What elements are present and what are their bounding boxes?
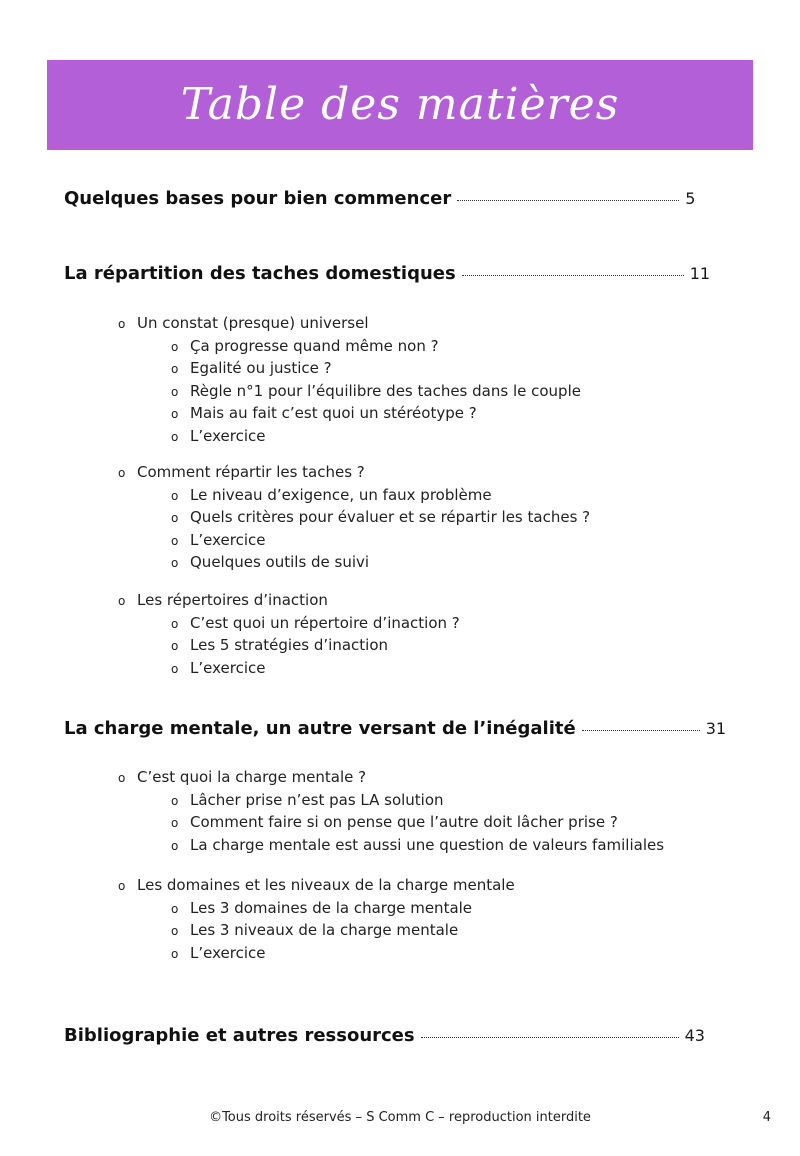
toc-item[interactable] — [118, 358, 581, 381]
toc-entry-charge-mentale[interactable] — [64, 718, 726, 739]
bullet-icon: o — [118, 594, 126, 608]
toc-item[interactable] — [118, 552, 590, 575]
toc-subsection-list — [118, 875, 515, 965]
bullet-icon: o — [171, 511, 179, 525]
toc-item-title: Ça progresse quand même non ? — [190, 336, 439, 355]
toc-subsection-title: Comment répartir les taches ? — [137, 463, 365, 481]
toc-item-title: L’exercice — [190, 943, 266, 962]
toc-item[interactable] — [118, 507, 590, 530]
toc-item-title: Les 5 stratégies d’inaction — [190, 636, 389, 654]
toc-item-title: Egalité ou justice ? — [190, 359, 332, 377]
toc-entry-title: La répartition des taches domestiques — [64, 263, 456, 284]
toc-item[interactable] — [118, 943, 515, 966]
bullet-icon: o — [171, 556, 179, 570]
bullet-icon: o — [118, 879, 126, 893]
toc-subsection-list — [118, 590, 460, 680]
toc-subsection-title: Un constat (presque) universel — [137, 314, 369, 332]
toc-entry-bibliographie[interactable] — [64, 1025, 705, 1046]
bullet-icon: o — [171, 362, 179, 376]
toc-subsection-title: C’est quoi la charge mentale ? — [137, 768, 367, 786]
toc-item[interactable] — [118, 485, 590, 508]
toc-item-title: L’exercice — [190, 426, 266, 445]
toc-item[interactable] — [118, 530, 590, 553]
bullet-icon: o — [171, 793, 179, 808]
page-title: Table des matières — [180, 79, 620, 130]
dot-leader — [457, 199, 679, 201]
toc-item-title: L’exercice — [190, 530, 266, 549]
bullet-icon: o — [171, 616, 179, 631]
toc-item-title: Lâcher prise n’est pas LA solution — [190, 790, 444, 809]
bullet-icon: o — [118, 466, 126, 480]
toc-subsection-list — [118, 462, 590, 575]
toc-item-title: Mais au fait c’est quoi un stéréotype ? — [190, 404, 477, 422]
toc-subsection-title: Les répertoires d’inaction — [137, 591, 328, 609]
toc-entry-title: Quelques bases pour bien commencer — [64, 188, 452, 209]
toc-item[interactable] — [118, 835, 664, 858]
toc-subsection-list — [118, 767, 664, 857]
page-number: 4 — [762, 1110, 771, 1125]
toc-item-title: Quels critères pour évaluer et se répartir les taches ? — [190, 508, 591, 526]
dot-leader — [462, 274, 684, 276]
bullet-icon: o — [171, 901, 179, 916]
toc-item[interactable] — [118, 790, 664, 813]
toc-entry-title: Bibliographie et autres ressources — [64, 1025, 415, 1046]
toc-entry-bases[interactable] — [64, 188, 695, 209]
toc-item[interactable] — [118, 812, 664, 835]
toc-item-title: L’exercice — [190, 658, 266, 677]
bullet-icon: o — [171, 339, 179, 354]
bullet-icon: o — [118, 771, 126, 785]
toc-entry-repartition[interactable] — [64, 263, 710, 284]
toc-item[interactable] — [118, 635, 460, 658]
dot-leader — [582, 729, 700, 731]
toc-item[interactable] — [118, 381, 581, 404]
toc-subsection[interactable] — [118, 590, 460, 613]
bullet-icon: o — [171, 407, 179, 421]
toc-subsection-title: Les domaines et les niveaux de la charge mentale — [137, 876, 515, 894]
toc-entry-page: 5 — [685, 189, 696, 208]
toc-item[interactable] — [118, 403, 581, 426]
bullet-icon: o — [171, 384, 179, 399]
bullet-icon: o — [171, 838, 179, 853]
bullet-icon: o — [171, 924, 179, 938]
toc-item-title: Le niveau d’exigence, un faux problème — [190, 485, 492, 504]
bullet-icon: o — [171, 661, 179, 676]
toc-item-title: Les 3 niveaux de la charge mentale — [190, 921, 459, 939]
toc-subsection[interactable] — [118, 767, 664, 790]
title-banner — [47, 60, 753, 150]
toc-item-title: Comment faire si on pense que l’autre doit lâcher prise ? — [190, 813, 618, 831]
bullet-icon: o — [171, 429, 179, 444]
toc-entry-title: La charge mentale, un autre versant de l’inégalité — [64, 718, 576, 739]
footer-copyright: ©Tous droits réservés – S Comm C – reproduction interdite — [209, 1110, 591, 1125]
toc-item[interactable] — [118, 613, 460, 636]
toc-entry-page: 43 — [684, 1026, 705, 1045]
toc-subsection-list — [118, 313, 581, 448]
bullet-icon: o — [118, 317, 126, 331]
toc-subsection[interactable] — [118, 462, 590, 485]
toc-subsection[interactable] — [118, 313, 581, 336]
toc-subsection[interactable] — [118, 875, 515, 898]
toc-item[interactable] — [118, 336, 581, 359]
toc-entry-page: 11 — [689, 264, 711, 283]
toc-item-title: Règle n°1 pour l’équilibre des taches dans le couple — [190, 381, 581, 400]
toc-entry-page: 31 — [705, 719, 727, 738]
bullet-icon: o — [171, 488, 179, 503]
toc-item[interactable] — [118, 920, 515, 943]
bullet-icon: o — [171, 946, 179, 961]
bullet-icon: o — [171, 533, 179, 548]
toc-item-title: Les 3 domaines de la charge mentale — [190, 898, 473, 917]
toc-item-title: C’est quoi un répertoire d’inaction ? — [190, 613, 460, 632]
toc-item-title: La charge mentale est aussi une question de valeurs familiales — [190, 835, 665, 854]
bullet-icon: o — [171, 639, 179, 653]
dot-leader — [421, 1036, 679, 1038]
toc-item-title: Quelques outils de suivi — [190, 553, 370, 571]
toc-item[interactable] — [118, 426, 581, 449]
toc-item[interactable] — [118, 898, 515, 921]
bullet-icon: o — [171, 816, 179, 830]
toc-item[interactable] — [118, 658, 460, 681]
